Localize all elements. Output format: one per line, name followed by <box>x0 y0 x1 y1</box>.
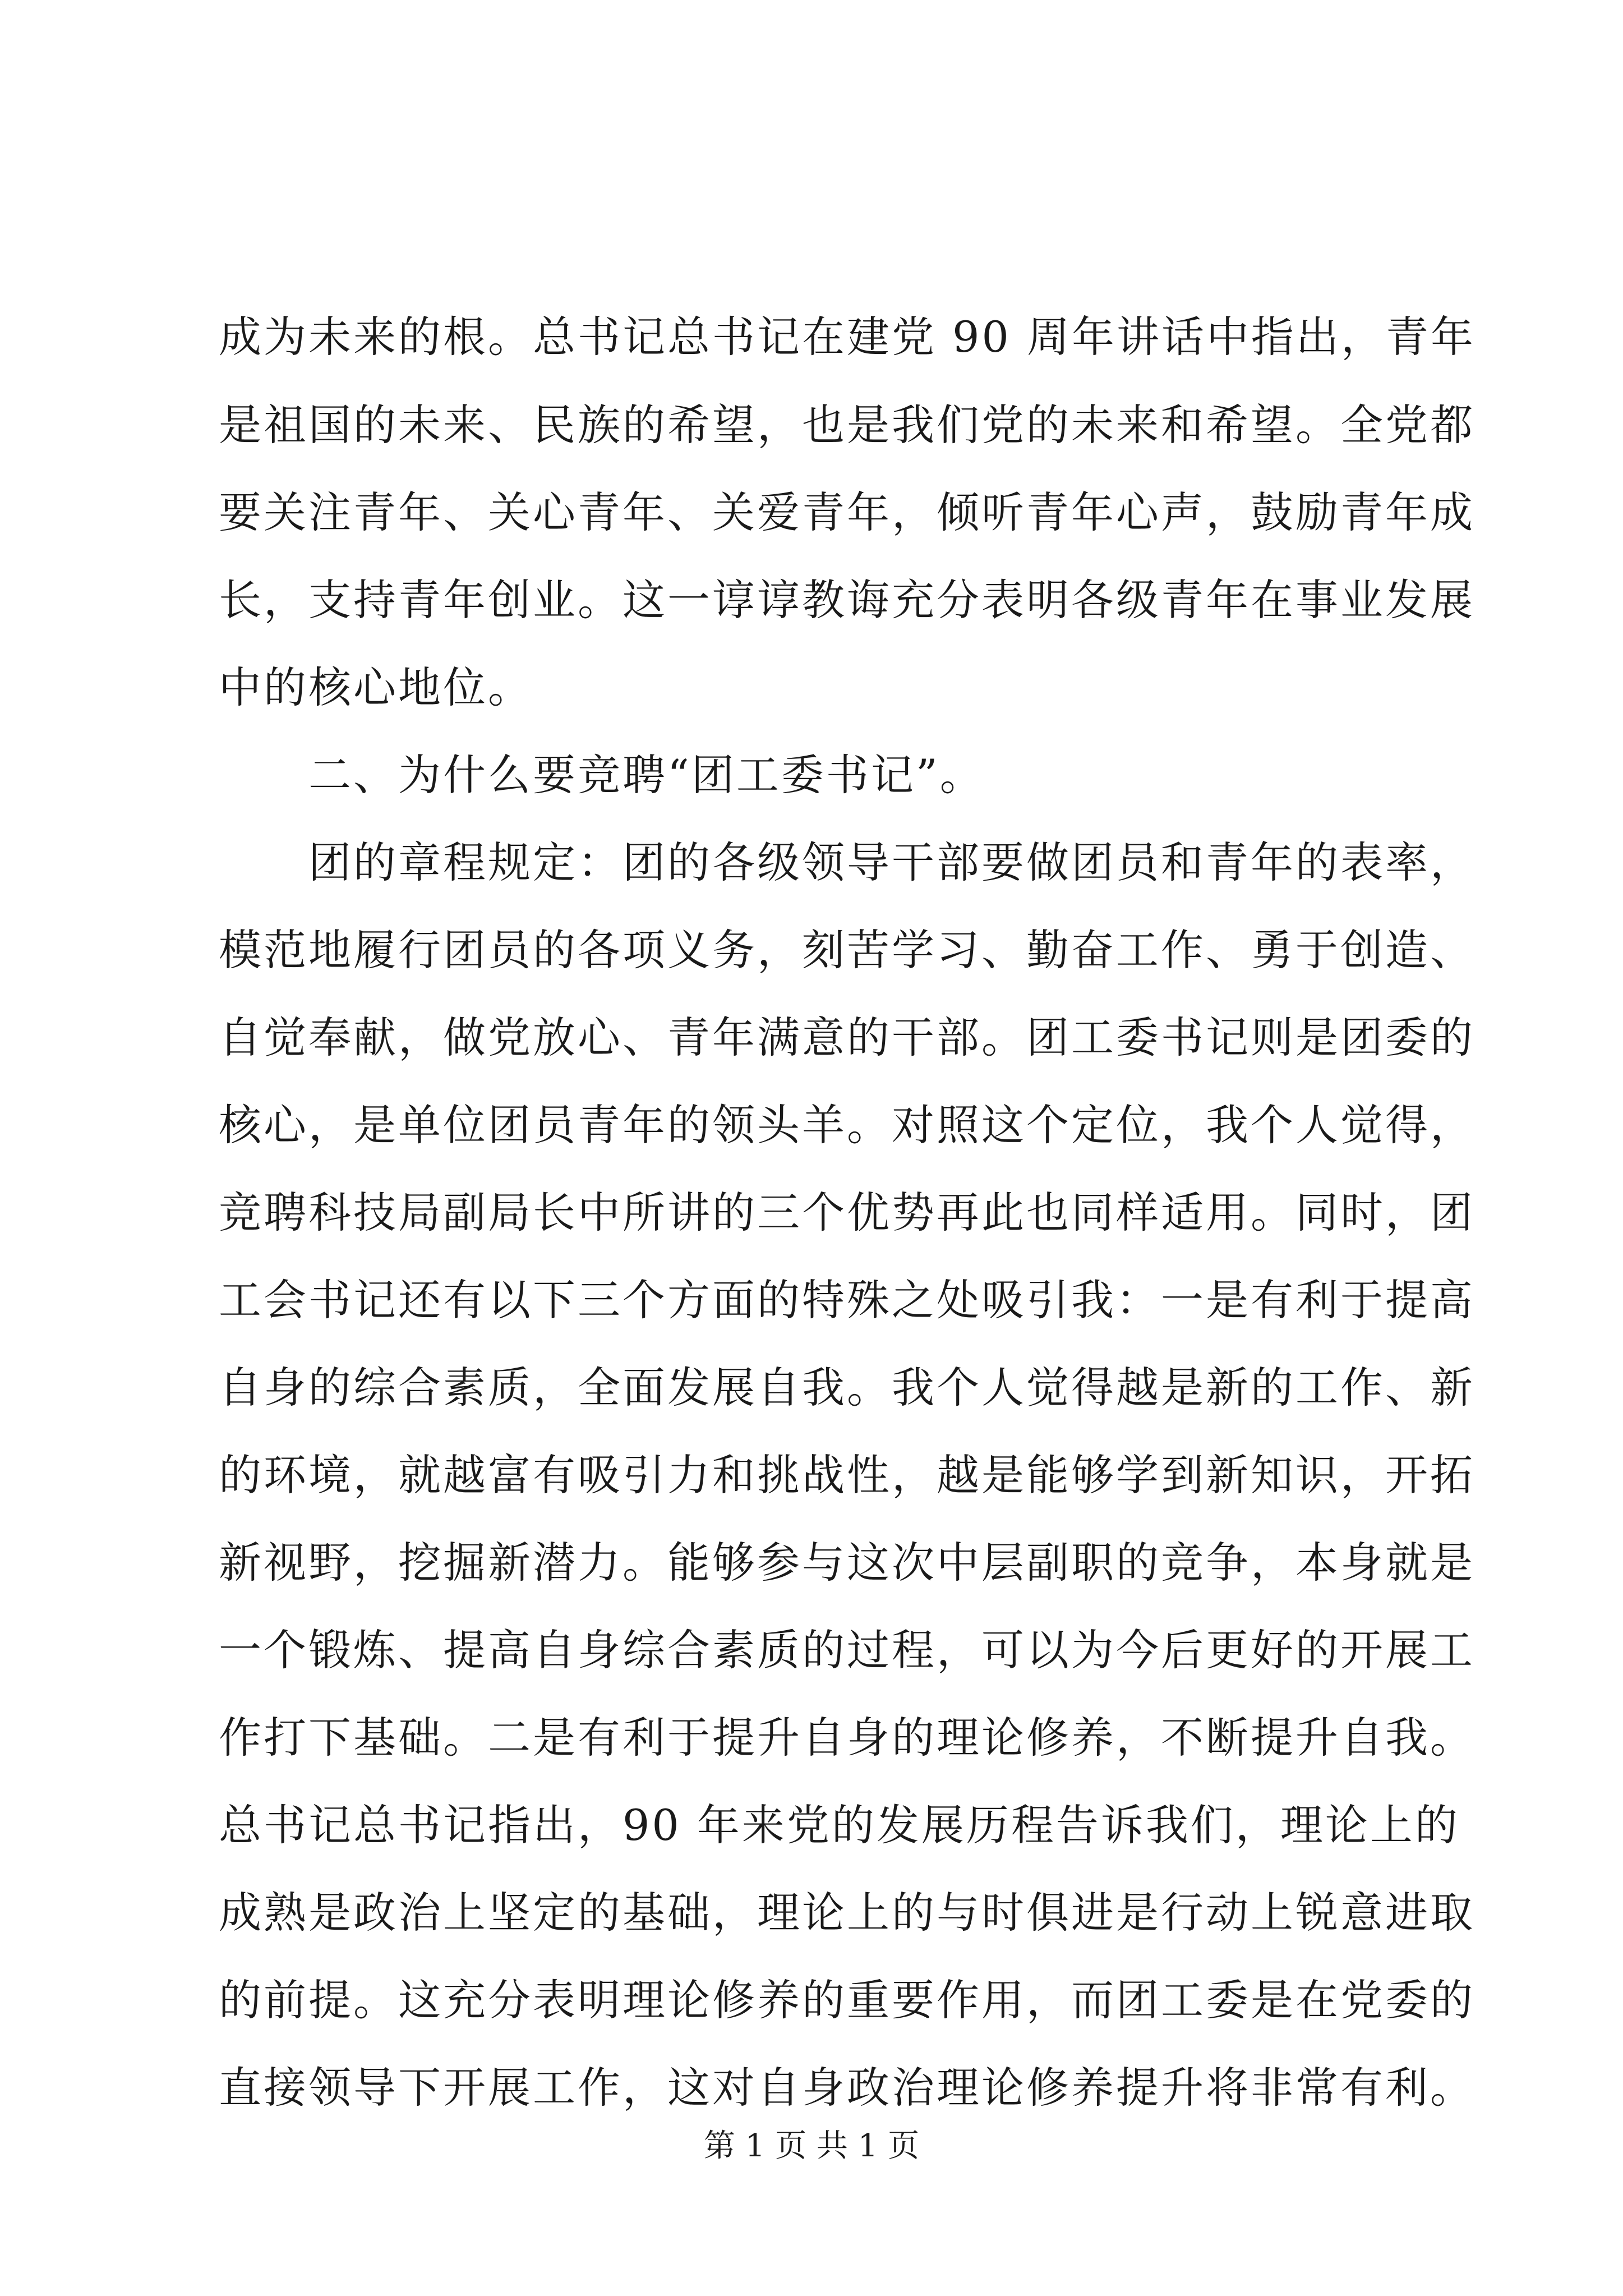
text-line: 是祖国的未来、民族的希望，也是我们党的未来和希望。全党都 <box>219 400 1475 450</box>
text-line: 团的章程规定：团的各级领导干部要做团员和青年的表率， <box>219 838 1475 887</box>
page-number: 第 1 页 共 1 页 <box>703 2128 920 2164</box>
text-line: 要关注青年、关心青年、关爱青年，倾听青年心声，鼓励青年成 <box>219 487 1475 537</box>
text-line: 核心，是单位团员青年的领头羊。对照这个定位，我个人觉得， <box>219 1100 1475 1150</box>
text-line: 中的核心地位。 <box>219 662 533 712</box>
text-line: 总书记总书记指出，90 年来党的发展历程告诉我们，理论上的 <box>219 1800 1460 1850</box>
text-line: 一个锻炼、提高自身综合素质的过程，可以为今后更好的开展工 <box>219 1625 1475 1675</box>
text-line: 作打下基础。二是有利于提升自身的理论修养，不断提升自我。 <box>219 1713 1475 1763</box>
text-line: 自觉奉献，做党放心、青年满意的干部。团工委书记则是团委的 <box>219 1013 1475 1062</box>
text-line: 自身的综合素质，全面发展自我。我个人觉得越是新的工作、新 <box>219 1363 1475 1412</box>
text-line: 成熟是政治上坚定的基础，理论上的与时俱进是行动上锐意进取 <box>219 1888 1475 1938</box>
text-line: 的环境，就越富有吸引力和挑战性，越是能够学到新知识，开拓 <box>219 1450 1475 1500</box>
text-line: 工会书记还有以下三个方面的特殊之处吸引我：一是有利于提高 <box>219 1275 1475 1325</box>
text-line: 竞聘科技局副局长中所讲的三个优势再此也同样适用。同时，团 <box>219 1188 1475 1237</box>
text-line: 成为未来的根。总书记总书记在建党 90 周年讲话中指出，青年 <box>219 312 1476 362</box>
text-line: 新视野，挖掘新潜力。能够参与这次中层副职的竞争，本身就是 <box>219 1538 1475 1588</box>
text-line: 直接领导下开展工作，这对自身政治理论修养提升将非常有利。 <box>219 2063 1475 2113</box>
section-heading: 二、为什么要竞聘“团工委书记”。 <box>219 750 985 800</box>
text-line: 模范地履行团员的各项义务，刻苦学习、勤奋工作、勇于创造、 <box>219 925 1475 975</box>
text-line: 长，支持青年创业。这一谆谆教诲充分表明各级青年在事业发展 <box>219 575 1475 625</box>
text-line: 的前提。这充分表明理论修养的重要作用，而团工委是在党委的 <box>219 1975 1475 2025</box>
